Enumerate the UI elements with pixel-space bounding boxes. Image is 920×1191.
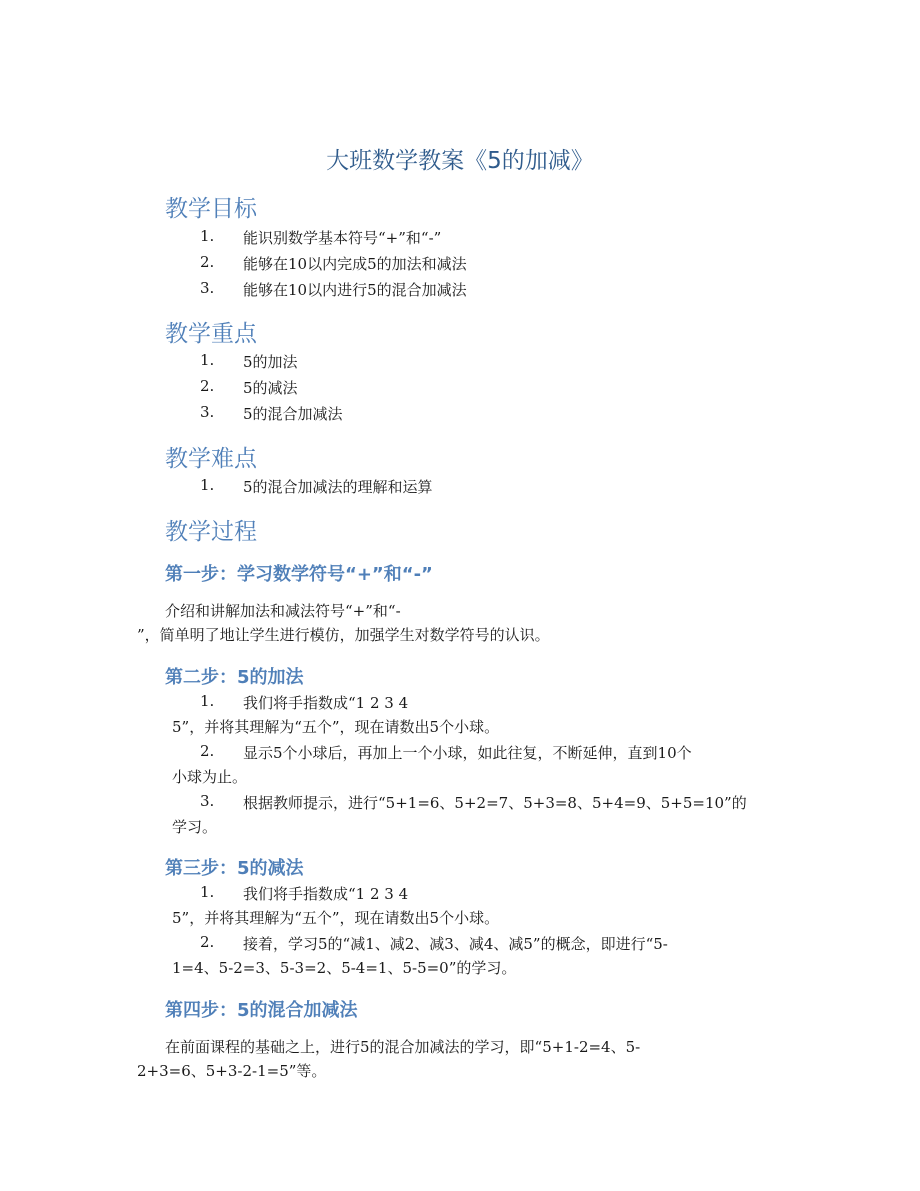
step-heading-4: 第四步：5的混合加减法 — [165, 1000, 358, 1021]
list-text: 5的加法 — [243, 353, 298, 371]
step-heading-2: 第二步：5的加法 — [165, 667, 304, 688]
list-text-continuation: 小球为止。 — [172, 768, 248, 786]
list-number: 2. — [200, 742, 215, 760]
list-text: 5的减法 — [243, 379, 298, 397]
list-number: 3. — [200, 279, 215, 297]
list-text-continuation: 1=4、5-2=3、5-3=2、5-4=1、5-5=0”的学习。 — [172, 959, 517, 977]
section-heading-keypoints: 教学重点 — [165, 321, 257, 347]
list-text-continuation: 5”，并将其理解为“五个”，现在请数出5个小球。 — [172, 718, 500, 736]
list-number: 1. — [200, 883, 215, 901]
paragraph-line: ”，简单明了地让学生进行模仿，加强学生对数学符号的认识。 — [137, 626, 550, 644]
list-text: 能够在10以内进行5的混合加减法 — [243, 281, 467, 299]
list-number: 1. — [200, 692, 215, 710]
list-number: 2. — [200, 377, 215, 395]
list-number: 2. — [200, 253, 215, 271]
list-number: 1. — [200, 476, 215, 494]
list-number: 2. — [200, 933, 215, 951]
list-text: 5的混合加减法 — [243, 405, 343, 423]
section-heading-process: 教学过程 — [165, 519, 257, 545]
list-text: 显示5个小球后，再加上一个小球，如此往复，不断延伸，直到10个 — [243, 744, 692, 762]
list-text: 能识别数学基本符号“+”和“-” — [243, 229, 442, 247]
list-number: 3. — [200, 792, 215, 810]
page-title: 大班数学教案《5的加减》 — [326, 148, 594, 174]
step-heading-3: 第三步：5的减法 — [165, 858, 304, 879]
list-text: 接着，学习5的“减1、减2、减3、减4、减5”的概念，即进行“5- — [243, 935, 668, 953]
list-text-continuation: 5”，并将其理解为“五个”，现在请数出5个小球。 — [172, 909, 500, 927]
paragraph-line: 介绍和讲解加法和减法符号“+”和“- — [165, 602, 401, 620]
list-text: 能够在10以内完成5的加法和减法 — [243, 255, 467, 273]
list-text: 我们将手指数成“1 2 3 4 — [243, 885, 409, 903]
paragraph-line: 2+3=6、5+3-2-1=5”等。 — [137, 1062, 327, 1080]
section-heading-goals: 教学目标 — [165, 196, 257, 222]
step-heading-1: 第一步：学习数学符号“+”和“-” — [165, 564, 433, 585]
paragraph-line: 在前面课程的基础之上，进行5的混合加减法的学习，即“5+1-2=4、5- — [165, 1038, 641, 1056]
list-text: 5的混合加减法的理解和运算 — [243, 478, 433, 496]
list-number: 1. — [200, 227, 215, 245]
list-text: 根据教师提示，进行“5+1=6、5+2=7、5+3=8、5+4=9、5+5=10”的 — [243, 794, 747, 812]
section-heading-difficulties: 教学难点 — [165, 446, 257, 472]
list-text-continuation: 学习。 — [172, 818, 218, 836]
list-number: 1. — [200, 351, 215, 369]
list-number: 3. — [200, 403, 215, 421]
list-text: 我们将手指数成“1 2 3 4 — [243, 694, 409, 712]
